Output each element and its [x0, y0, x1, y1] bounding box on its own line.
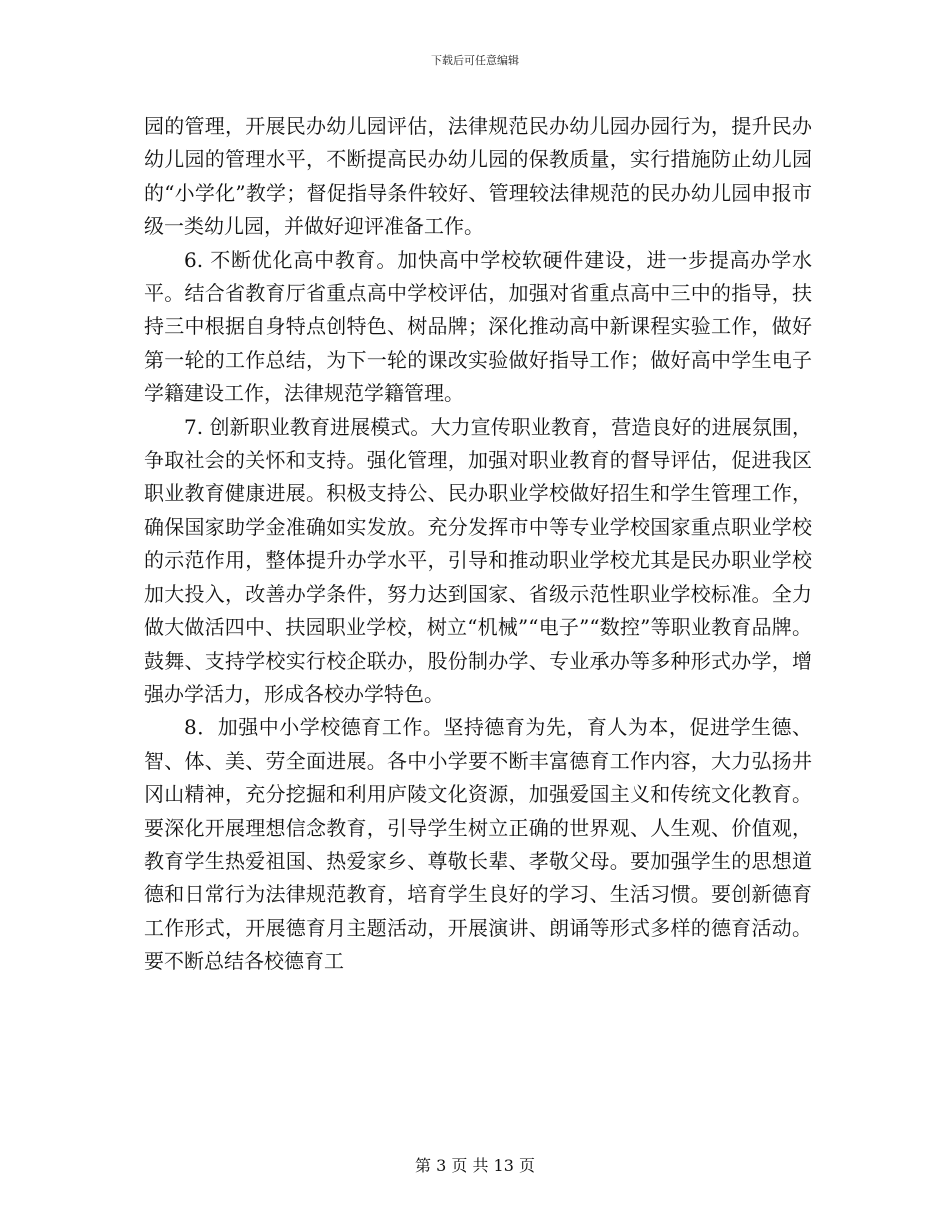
paragraph-high-school: 6. 不断优化高中教育。加快高中学校软硬件建设，进一步提高办学水平。结合省教育厅省重点高中学校评估，加强对省重点高中三中的指导，扶持三中根据自身特点创特色、树品牌；深化推动高中新课程实验工作，做好第一轮的工作总结，为下一轮的课改实验做好指导工作；做好高中学生电子学籍建设工作，法律规范学籍管理。 — [144, 247, 812, 406]
paragraph-moral-education: 8．加强中小学校德育工作。坚持德育为先，育人为本，促进学生德、智、体、美、劳全面进展。各中小学要不断丰富德育工作内容，大力弘扬井冈山精神，充分挖掘和利用庐陵文化资源，加强爱国主义和传统文化教育。要深化开展理想信念教育，引导学生树立正确的世界观、人生观、价值观，教育学生热爱祖国、热爱家乡、尊敬长辈、孝敬父母。要加强学生的思想道德和日常行为法律规范教育，培育学生良好的学习、生活习惯。要创新德育工作形式，开展德育月主题活动，开展演讲、朗诵等形式多样的德育活动。要不断总结各校德育工 — [144, 715, 812, 974]
page-header: 下载后可任意编辑 — [431, 54, 519, 67]
document-body — [144, 110, 812, 979]
paragraph-vocational-education: 7. 创新职业教育进展模式。大力宣传职业教育，营造良好的进展氛围，争取社会的关怀和支持。强化管理，加强对职业教育的督导评估，促进我区职业教育健康进展。积极支持公、民办职业学校做好招生和学生管理工作，确保国家助学金准确如实发放。充分发挥市中等专业学校国家重点职业学校的示范作用，整体提升办学水平，引导和推动职业学校尤其是民办职业学校加大投入，改善办学条件，努力达到国家、省级示范性职业学校标准。全力做大做活四中、扶园职业学校，树立“机械”“电子”“数控”等职业教育品牌。鼓舞、支持学校实行校企联办，股份制办学、专业承办等多种形式办学，增强办学活力，形成各校办学特色。 — [144, 414, 812, 706]
paragraph-kindergarten-continued: 园的管理，开展民办幼儿园评估，法律规范民办幼儿园办园行为，提升民办幼儿园的管理水平，不断提高民办幼儿园的保教质量，实行措施防止幼儿园的“小学化”教学；督促指导条件较好、管理较法律规范的民办幼儿园申报市级一类幼儿园，并做好迎评准备工作。 — [144, 114, 812, 239]
page-number: 第 3 页 共 13 页 — [415, 1156, 535, 1175]
